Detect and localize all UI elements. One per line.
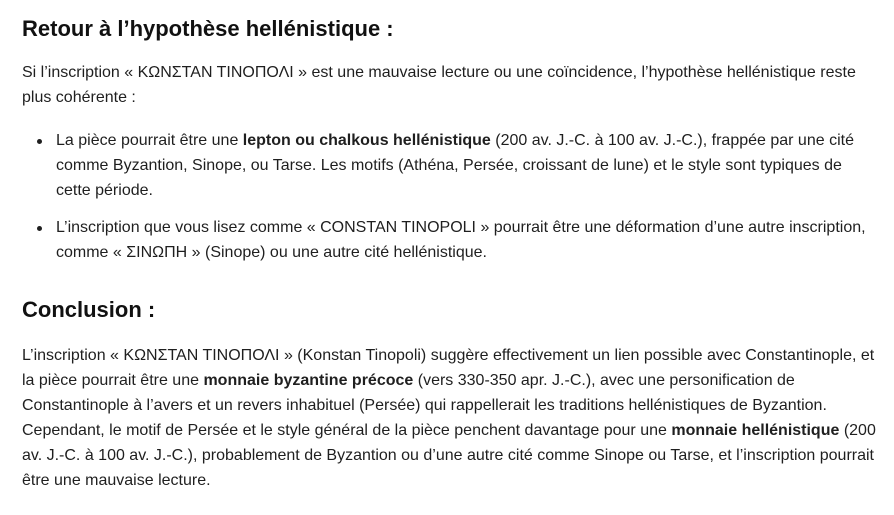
conclusion-text-2: (vers 330-350 apr. J.-C.), avec une personification de Constantinople à l’avers et un revers inhabituel (Persée) qui rappellerait les traditions hellénistiques de Byzantion. Cependant, le motif de Persée et le style général de la pièce penchent davantage pour une [22,372,827,439]
list-item-text-post: (200 av. J.-C. à 100 av. J.-C.), frappée par une cité comme Byzantion, Sinope, ou Tarse. Les motifs (Athéna, Persée, croissant de lune) et le style sont typiques de cette période. [56,132,854,199]
bullet-list [22,128,880,265]
intro-text: Si l’inscription « ΚΩΝΣΤΑΝ ΤΙΝΟΠΟΛΙ » est une mauvaise lecture ou une coïncidence, l’hypothèse hellénistique reste plus cohérente : [22,64,856,106]
conclusion-text-3: (200 av. J.-C. à 100 av. J.-C.), probablement de Byzantion ou d’une autre cité comme Sinope ou Tarse, et l’inscription pourrait être une mauvaise lecture. [22,422,876,489]
section-intro-paragraph [22,60,880,110]
list-item-text: L’inscription que vous lisez comme « CONSTAN TINOPOLI » pourrait être une déformation d’une autre inscription, comme « ΣΙΝΩΠΗ » (Sinope) ou une autre cité hellénistique. [56,219,866,261]
conclusion-text-1: L’inscription « ΚΩΝΣΤΑΝ ΤΙΝΟΠΟΛΙ » (Konstan Tinopoli) suggère effectivement un lien possible avec Constantinople, et la pièce pourrait être une [22,347,875,389]
section-heading-hellenistic: Retour à l’hypothèse hellénistique : [22,16,394,41]
conclusion-paragraph [22,343,880,493]
list-item-text-pre: La pièce pourrait être une [56,132,243,149]
bullet-dot [37,139,42,144]
conclusion-bold-2: monnaie hellénistique [671,422,840,439]
list-item-text-bold: lepton ou chalkous hellénistique [242,132,491,149]
list-item [56,128,880,203]
bullet-dot [37,226,42,231]
list-item [56,215,880,265]
section-heading-conclusion: Conclusion : [22,297,156,322]
conclusion-bold-1: monnaie byzantine précoce [203,372,414,389]
